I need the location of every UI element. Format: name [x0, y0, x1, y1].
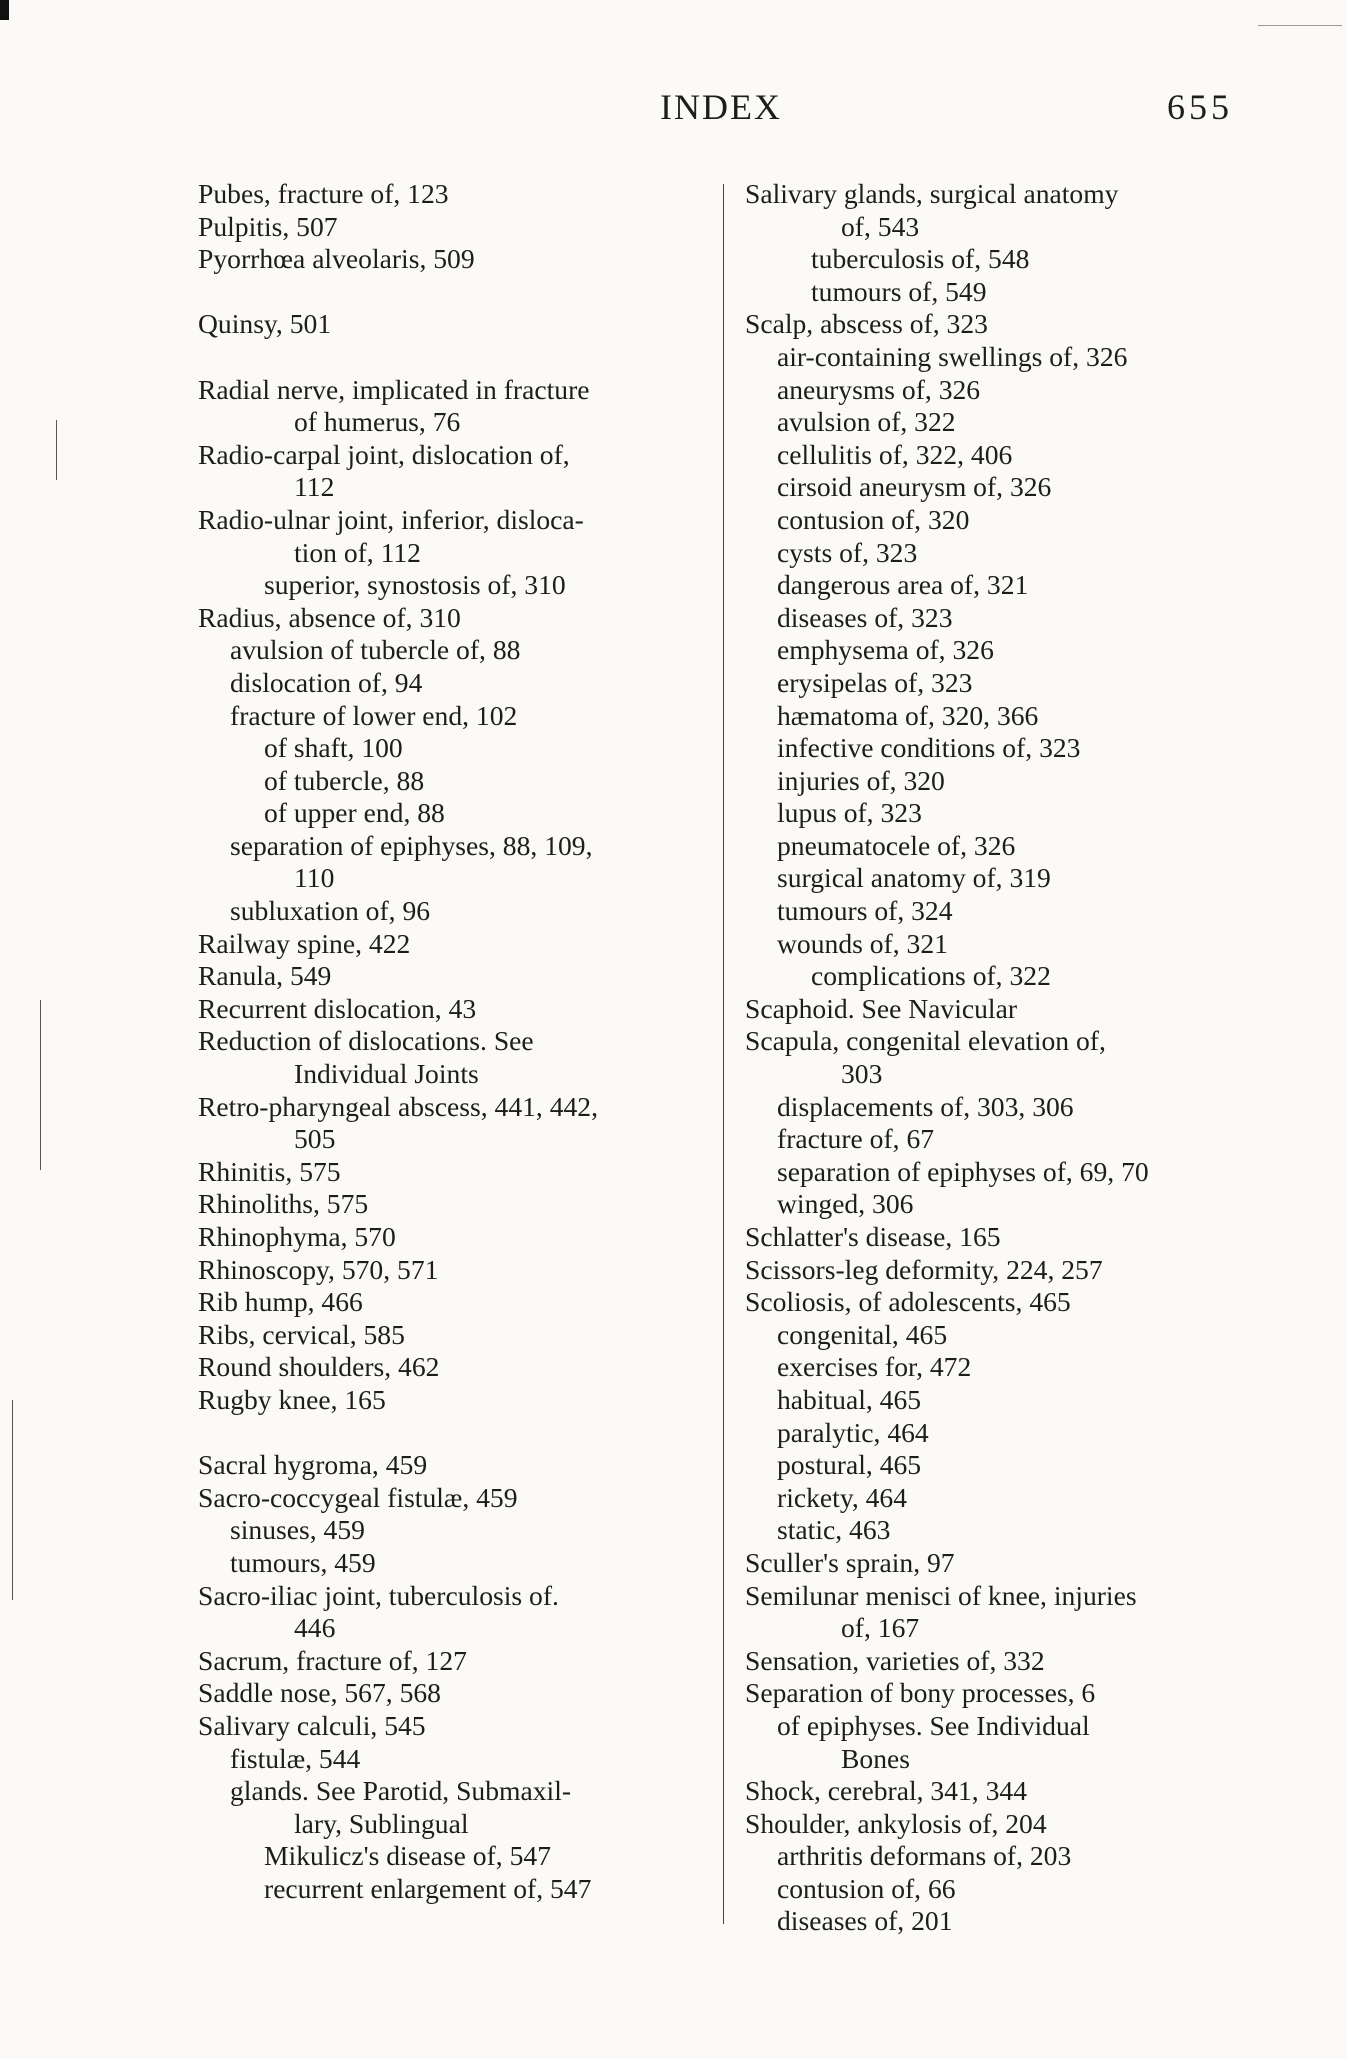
- index-entry: emphysema of, 326: [777, 634, 994, 666]
- index-entry: lupus of, 323: [777, 797, 922, 829]
- index-entry: of, 543: [841, 210, 920, 242]
- index-entry: habitual, 465: [777, 1383, 922, 1415]
- index-entry: exercises for, 472: [777, 1351, 972, 1383]
- index-entry: Scalp, abscess of, 323: [745, 308, 988, 340]
- index-entry: lary, Sublingual: [294, 1807, 469, 1839]
- index-entry: postural, 465: [777, 1449, 922, 1481]
- index-entry: Rhinoliths, 575: [198, 1188, 369, 1220]
- index-entry: Individual Joints: [294, 1058, 479, 1090]
- index-entry: Rugby knee, 165: [198, 1383, 386, 1415]
- index-entry: Pyorrhœa alveolaris, 509: [198, 243, 475, 275]
- scan-corner-mark: [0, 0, 9, 20]
- index-entry: Sensation, varieties of, 332: [745, 1644, 1045, 1676]
- index-entry: Recurrent dislocation, 43: [198, 992, 477, 1024]
- index-entry: erysipelas of, 323: [777, 666, 973, 698]
- index-entry: separation of epiphyses of, 69, 70: [777, 1155, 1149, 1187]
- top-rule: [1258, 25, 1342, 26]
- index-entry: tumours of, 549: [811, 275, 987, 307]
- index-entry: displacements of, 303, 306: [777, 1090, 1074, 1122]
- index-entry: fracture of lower end, 102: [230, 699, 518, 731]
- index-entry: tumours of, 324: [777, 895, 953, 927]
- index-entry: Shoulder, ankylosis of, 204: [745, 1807, 1047, 1839]
- index-entry: Salivary calculi, 545: [198, 1709, 426, 1741]
- index-entry: of shaft, 100: [264, 732, 403, 764]
- index-column-left: [198, 178, 718, 1905]
- index-entry: cirsoid aneurysm of, 326: [777, 471, 1052, 503]
- index-column-right: [745, 178, 1265, 1938]
- index-entry: fracture of, 67: [777, 1123, 935, 1155]
- index-entry: paralytic, 464: [777, 1416, 929, 1448]
- index-entry: air-containing swellings of, 326: [777, 340, 1128, 372]
- page-number: 655: [1167, 87, 1233, 127]
- index-entry: Pulpitis, 507: [198, 210, 338, 242]
- index-entry: Ribs, cervical, 585: [198, 1318, 405, 1350]
- index-entry: contusion of, 66: [777, 1872, 956, 1904]
- index-entry: winged, 306: [777, 1188, 914, 1220]
- index-entry: pneumatocele of, 326: [777, 829, 1016, 861]
- index-entry: surgical anatomy of, 319: [777, 862, 1051, 894]
- index-entry: sinuses, 459: [230, 1514, 365, 1546]
- index-spacer: [198, 1417, 718, 1450]
- index-entry: Rhinophyma, 570: [198, 1221, 396, 1252]
- index-entry: injuries of, 320: [777, 764, 945, 796]
- index-entry: contusion of, 320: [777, 503, 970, 535]
- index-entry: 112: [294, 471, 335, 503]
- index-entry: Railway spine, 422: [198, 927, 411, 959]
- index-entry: Scissors-leg deformity, 224, 257: [745, 1253, 1103, 1285]
- index-entry: Salivary glands, surgical anatomy: [745, 178, 1119, 209]
- index-entry: Sacro-coccygeal fistulæ, 459: [198, 1481, 518, 1513]
- index-entry: Semilunar menisci of knee, injuries: [745, 1579, 1137, 1611]
- index-entry: Radio-carpal joint, dislocation of,: [198, 438, 570, 470]
- index-entry: of tubercle, 88: [264, 764, 425, 796]
- index-entry: 446: [294, 1612, 336, 1644]
- index-entry: cysts of, 323: [777, 536, 918, 568]
- index-spacer: [198, 276, 718, 309]
- index-entry: avulsion of, 322: [777, 406, 956, 438]
- index-entry: 110: [294, 862, 335, 894]
- index-entry: 505: [294, 1123, 336, 1155]
- running-head: [0, 86, 1347, 136]
- index-entry: Scoliosis, of adolescents, 465: [745, 1286, 1071, 1318]
- index-entry: subluxation of, 96: [230, 895, 431, 927]
- index-entry: Radio-ulnar joint, inferior, disloca-: [198, 503, 584, 535]
- index-spacer: [198, 341, 718, 374]
- index-entry: Rhinoscopy, 570, 571: [198, 1253, 439, 1285]
- index-entry: static, 463: [777, 1514, 891, 1546]
- index-entry: tion of, 112: [294, 536, 421, 568]
- index-entry: glands. See Parotid, Submaxil-: [230, 1775, 572, 1807]
- index-entry: Sacral hygroma, 459: [198, 1449, 428, 1481]
- index-entry: Scaphoid. See Navicular: [745, 992, 1018, 1024]
- column-divider: [723, 184, 724, 1924]
- margin-mark: [12, 1400, 13, 1600]
- index-entry: diseases of, 201: [777, 1905, 953, 1937]
- index-entry: separation of epiphyses, 88, 109,: [230, 829, 593, 861]
- margin-mark: [40, 1000, 41, 1170]
- index-entry: Sculler's sprain, 97: [745, 1546, 955, 1578]
- index-entry: arthritis deformans of, 203: [777, 1840, 1072, 1872]
- index-entry: Rhinitis, 575: [198, 1155, 341, 1187]
- index-entry: superior, synostosis of, 310: [264, 569, 566, 601]
- index-entry: of humerus, 76: [294, 406, 461, 438]
- index-entry: of upper end, 88: [264, 797, 445, 829]
- index-entry: hæmatoma of, 320, 366: [777, 699, 1039, 731]
- index-entry: Pubes, fracture of, 123: [198, 178, 449, 209]
- index-entry: recurrent enlargement of, 547: [264, 1872, 592, 1904]
- index-entry: diseases of, 323: [777, 601, 953, 633]
- index-entry: Bones: [841, 1742, 910, 1774]
- index-entry: fistulæ, 544: [230, 1742, 361, 1774]
- index-entry: Ranula, 549: [198, 960, 332, 992]
- index-entry: dangerous area of, 321: [777, 569, 1029, 601]
- index-entry: of, 167: [841, 1612, 920, 1644]
- page-title: INDEX: [660, 87, 782, 127]
- index-entry: Quinsy, 501: [198, 308, 332, 340]
- index-entry: 303: [841, 1058, 883, 1090]
- index-entry: Scapula, congenital elevation of,: [745, 1025, 1106, 1057]
- index-entry: Separation of bony processes, 6: [745, 1677, 1096, 1709]
- index-entry: Reduction of dislocations. See: [198, 1025, 534, 1057]
- index-entry: Mikulicz's disease of, 547: [264, 1840, 551, 1872]
- index-entry: Retro-pharyngeal abscess, 441, 442,: [198, 1090, 599, 1122]
- index-entry: Round shoulders, 462: [198, 1351, 440, 1383]
- index-entry: complications of, 322: [811, 960, 1051, 992]
- index-entry: Saddle nose, 567, 568: [198, 1677, 441, 1709]
- index-entry: Sacro-iliac joint, tuberculosis of.: [198, 1579, 559, 1611]
- index-entry: tumours, 459: [230, 1546, 376, 1578]
- index-entry: Schlatter's disease, 165: [745, 1221, 1001, 1252]
- index-entry: cellulitis of, 322, 406: [777, 438, 1013, 470]
- index-entry: Sacrum, fracture of, 127: [198, 1644, 467, 1676]
- index-entry: tuberculosis of, 548: [811, 243, 1030, 275]
- index-entry: avulsion of tubercle of, 88: [230, 634, 521, 666]
- index-entry: wounds of, 321: [777, 927, 948, 959]
- index-entry: rickety, 464: [777, 1481, 908, 1513]
- index-entry: Shock, cerebral, 341, 344: [745, 1775, 1027, 1807]
- index-entry: of epiphyses. See Individual: [777, 1709, 1090, 1741]
- index-entry: aneurysms of, 326: [777, 373, 981, 405]
- index-entry: congenital, 465: [777, 1318, 948, 1350]
- index-entry: dislocation of, 94: [230, 666, 423, 698]
- index-entry: Rib hump, 466: [198, 1286, 363, 1318]
- index-entry: Radius, absence of, 310: [198, 601, 461, 633]
- margin-mark: [56, 420, 57, 480]
- index-entry: Radial nerve, implicated in fracture: [198, 373, 590, 405]
- index-entry: infective conditions of, 323: [777, 732, 1081, 764]
